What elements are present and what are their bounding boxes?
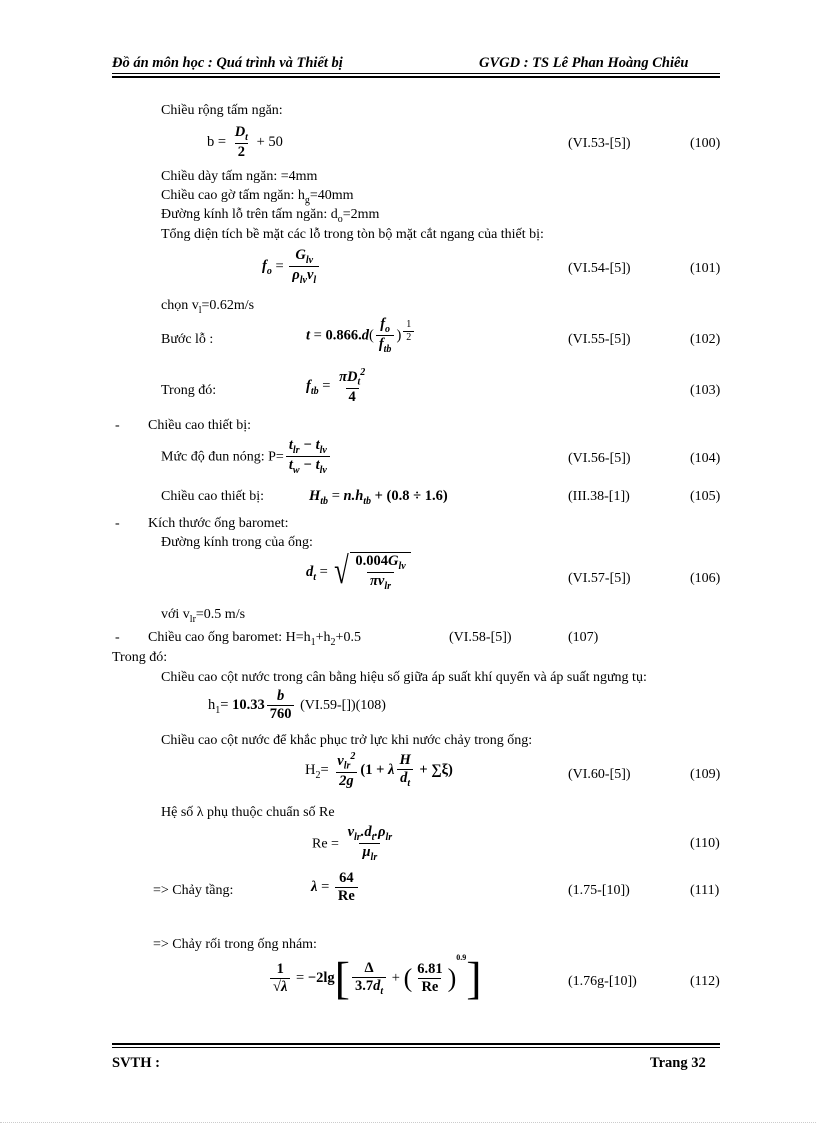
text-line: Chiều cao thiết bị:	[161, 489, 265, 504]
text-line: Chiều cao thiết bị:	[148, 418, 252, 433]
header-rule-thick	[112, 76, 720, 78]
text-line: Chiều cao ống baromet: $H=h_1+h_2+0.5$	[148, 630, 361, 648]
bullet-dash: -	[115, 630, 120, 645]
text-line: Trong đó:	[161, 383, 217, 398]
eqno-100: (100)	[690, 136, 721, 151]
text-part: =0.62m/s	[201, 298, 255, 313]
formula-105: $H_{tb} = n.h_{tb} + (0.8 \div 1.6)$	[309, 488, 448, 507]
ref-109: (VI.60-[5])	[568, 767, 631, 782]
text-line	[161, 298, 254, 316]
bullet-dash: -	[115, 516, 120, 531]
eqno-102: (102)	[690, 332, 721, 347]
ref-111: (1.75-[10])	[568, 883, 630, 898]
footer-rule-thin	[112, 1047, 720, 1048]
text-part: Đường kính lỗ trên tấm ngăn: d	[161, 207, 338, 222]
formula-109: $H_2=$ $\frac{v_{lr}^2}{2g}$ (1 + λ $\frac{H}{d_t}$ + ∑ξ)	[305, 751, 453, 790]
text-part: Mức độ đun nóng: P=	[161, 449, 284, 465]
formula-102: t = 0.866.d( $\frac{f_o}{f_{tb}}$ ) $^{\frac{1}{2}}$	[306, 316, 416, 356]
text-line: Chiều dày tấm ngăn: =4mm	[161, 169, 318, 184]
ref-105: (III.38-[1])	[568, 489, 630, 504]
text-part: lr	[189, 613, 196, 625]
text-part: chọn v	[161, 298, 199, 313]
formula-103: $f_{tb}$ = $\frac{\pi D_t^2}{4}$	[306, 367, 366, 406]
footer-right: Trang 32	[650, 1055, 706, 1071]
text-line: Tổng diện tích bề mặt các lỗ trong tòn bộ mặt cắt ngang của thiết bị:	[161, 227, 544, 242]
formula-108: $h_1= 10.33$ $\frac{b}{760}$ (VI.59-[])(108)	[208, 688, 386, 722]
ref-106: (VI.57-[5])	[568, 571, 631, 586]
text-line: Trong đó:	[112, 650, 168, 665]
text-part: Re =	[312, 836, 339, 852]
text-part: g	[304, 194, 310, 206]
text-line: Hệ số λ phụ thuộc chuẩn số Re	[161, 805, 335, 820]
header-right: GVGD : TS Lê Phan Hoàng Chiêu	[479, 55, 689, 71]
formula-112: $\frac{1}{√\lambda}$ = −2lg[ $\frac{\Delta}{3.7d_t}$ + ( $\frac{6.81}{Re}$ )$^{0.9}$]	[268, 953, 482, 1002]
eqno-112: (112)	[690, 974, 720, 989]
header-rule-thin	[112, 73, 720, 74]
text-part: o	[337, 213, 343, 225]
text-line	[161, 607, 245, 625]
ref-108: (VI.59-[])(108)	[300, 697, 386, 713]
text-part: =0.5 m/s	[195, 607, 246, 622]
formula-104: Mức độ đun nóng: P= $\frac{t_{lr} - t_{lv}}{t_w - t_{lv}}$	[161, 437, 332, 477]
bullet-dash: -	[115, 418, 120, 433]
text-part: Chiều cao ống baromet: H=h	[148, 630, 311, 645]
ref-101: (VI.54-[5])	[568, 261, 631, 276]
eqno-111: (111)	[690, 883, 720, 898]
formula-111: λ = $\frac{64}{Re}$	[311, 870, 360, 905]
formula-101: $f_o$ = $\frac{G_{lv}}{\rho_{lv}v_l}$	[262, 247, 321, 287]
text-part: +0.5	[335, 630, 361, 645]
ref-104: (VI.56-[5])	[568, 451, 631, 466]
footer-rule-thick	[112, 1043, 720, 1045]
text-part: l	[198, 304, 202, 316]
text-line: Chiều rộng tấm ngăn:	[161, 103, 283, 118]
ref-102: (VI.55-[5])	[568, 332, 631, 347]
text-line	[161, 188, 354, 206]
ref-107: (VI.58-[5])	[449, 630, 512, 645]
ref-100: (VI.53-[5])	[568, 136, 631, 151]
eqno-107: (107)	[568, 630, 599, 645]
text-part: với v	[161, 607, 190, 622]
eqno-105: (105)	[690, 489, 721, 504]
text-part: Chiều cao gờ tấm ngăn: h	[161, 188, 305, 203]
text-part: +h	[315, 630, 331, 645]
text-line: Kích thước ống baromet:	[148, 516, 289, 531]
eqno-103: (103)	[690, 383, 721, 398]
ref-112: (1.76g-[10])	[568, 974, 637, 989]
text-line: Bước lỗ :	[161, 332, 214, 347]
text-line: Đường kính trong của ống:	[161, 535, 313, 550]
footer-left: SVTH :	[112, 1055, 160, 1071]
formula-110: Re = $\frac{v_{lr}.d_t.\rho_{lr}}{\mu_{lr}}$	[312, 824, 393, 864]
eqno-110: (110)	[690, 836, 720, 851]
text-line: => Chảy rối trong ống nhám:	[153, 937, 317, 952]
formula-100: b = $\frac{D_t}{2}$ + 50	[207, 124, 283, 161]
formula-106: $d_t$ = √ $\frac{0.004G_{lv}}{\pi v_{lr}}$	[306, 552, 411, 593]
text-line: => Chảy tầng:	[153, 883, 234, 898]
text-part: =2mm	[342, 207, 380, 222]
text-line: Chiều cao cột nước trong cân bằng hiệu số giữa áp suất khí quyển và áp suất ngưng tụ:	[161, 670, 647, 685]
eqno-104: (104)	[690, 451, 721, 466]
eqno-101: (101)	[690, 261, 721, 276]
text-line: Chiều cao cột nước để khắc phục trở lực khi nước chảy trong ống:	[161, 733, 533, 748]
eqno-109: (109)	[690, 767, 721, 782]
text-part: =40mm	[309, 188, 354, 203]
text-line	[161, 207, 379, 225]
eqno-106: (106)	[690, 571, 721, 586]
header-left: Đồ án môn học : Quá trình và Thiết bị	[112, 55, 343, 71]
